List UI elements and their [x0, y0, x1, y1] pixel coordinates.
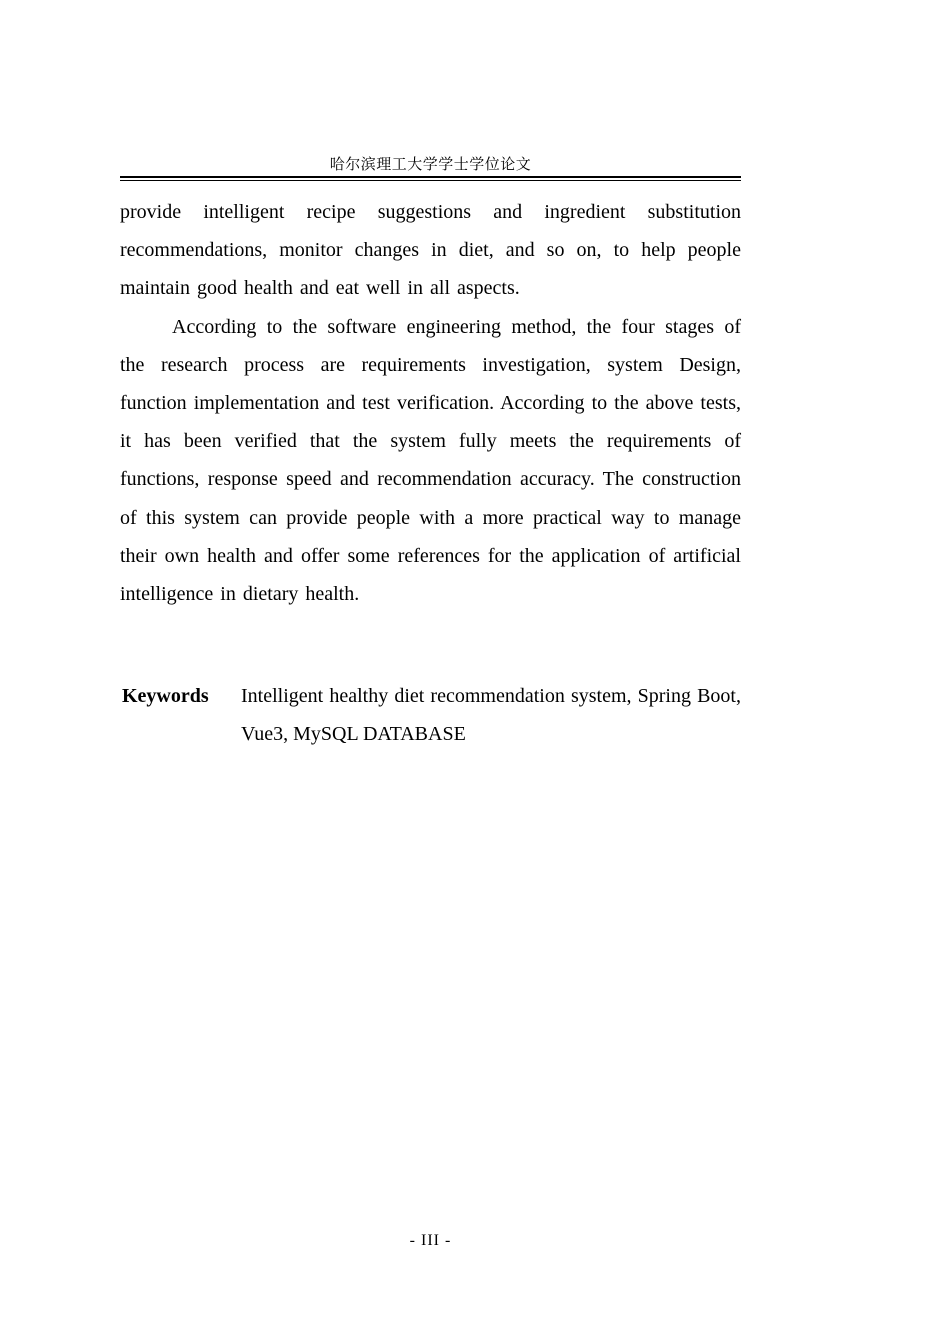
page-number: - III -: [409, 1232, 452, 1249]
abstract-paragraph: According to the software engineering method, the four stages of the research process are requirements investigation, system Design, function implementation and test verification. According to the above tests, it has been verified that the system fully meets the requirements of functions, response speed and recommendation accuracy. The construction of this system can provide people with a more practical way to manage their own health and offer some references for the application of artificial intelligence in dietary health.: [120, 315, 741, 606]
keywords-label: Keywords: [122, 685, 209, 707]
keywords-block: [120, 677, 741, 753]
running-header-title: 哈尔滨理工大学学士学位论文: [329, 157, 532, 173]
abstract-paragraph-continued: provide intelligent recipe suggestions and ingredient substitution recommendations, monitor changes in diet, and so on, to help people maintain good health and eat well in all aspects.: [120, 201, 741, 300]
abstract-body: [120, 193, 741, 613]
header-double-rule: [120, 176, 741, 181]
keywords-text: Intelligent healthy diet recommendation system, Spring Boot, Vue3, MySQL DATABASE: [241, 685, 741, 746]
